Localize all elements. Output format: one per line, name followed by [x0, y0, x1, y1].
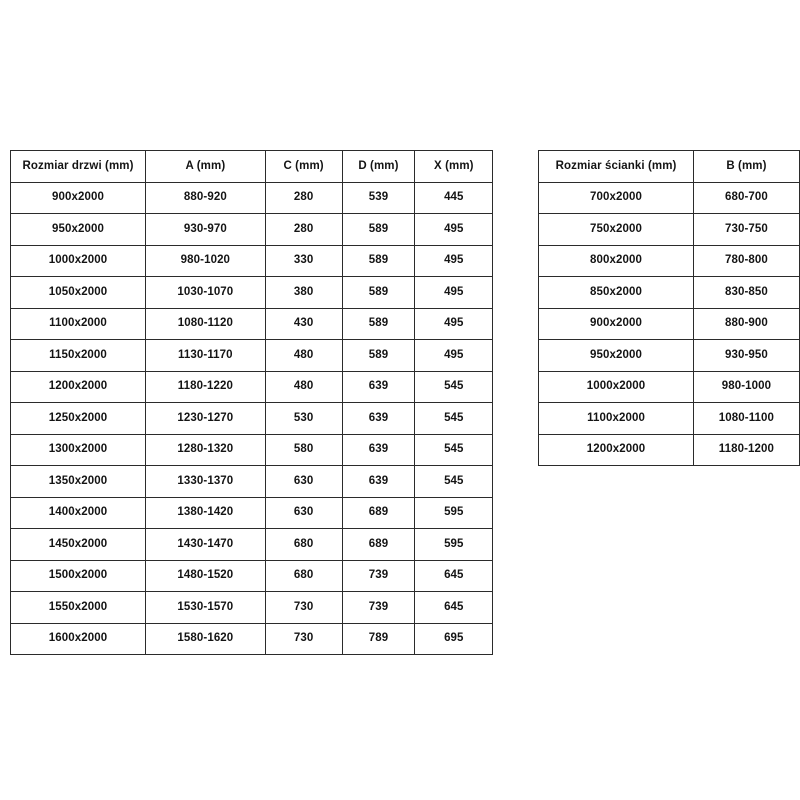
table-row	[539, 182, 800, 214]
table-row	[539, 434, 800, 466]
cell-a: 1580-1620	[146, 623, 266, 655]
cell-x: 495	[415, 245, 493, 277]
cell-c: 680	[265, 560, 342, 592]
column-header-b: B (mm)	[693, 151, 799, 183]
spec-tables-container	[0, 150, 800, 655]
cell-d: 739	[342, 592, 415, 624]
cell-x: 445	[415, 182, 493, 214]
cell-door-size: 1100x2000	[11, 308, 146, 340]
cell-door-size: 950x2000	[11, 214, 146, 246]
table-row	[11, 592, 493, 624]
cell-x: 645	[415, 560, 493, 592]
cell-door-size: 1550x2000	[11, 592, 146, 624]
cell-door-size: 1250x2000	[11, 403, 146, 435]
cell-x: 495	[415, 277, 493, 309]
table-header-row	[11, 151, 493, 183]
cell-door-size: 900x2000	[11, 182, 146, 214]
table-row	[11, 245, 493, 277]
table-header-row	[539, 151, 800, 183]
cell-x: 695	[415, 623, 493, 655]
cell-b: 1080-1100	[693, 403, 799, 435]
cell-d: 589	[342, 340, 415, 372]
cell-d: 589	[342, 214, 415, 246]
cell-c: 430	[265, 308, 342, 340]
column-header-a: A (mm)	[146, 151, 266, 183]
table-row	[539, 403, 800, 435]
cell-c: 280	[265, 214, 342, 246]
cell-c: 730	[265, 623, 342, 655]
cell-c: 580	[265, 434, 342, 466]
cell-d: 639	[342, 403, 415, 435]
cell-d: 789	[342, 623, 415, 655]
table-row	[11, 403, 493, 435]
table-row	[539, 277, 800, 309]
cell-x: 495	[415, 340, 493, 372]
table-row	[11, 371, 493, 403]
cell-door-size: 1600x2000	[11, 623, 146, 655]
cell-x: 545	[415, 466, 493, 498]
cell-a: 1380-1420	[146, 497, 266, 529]
cell-c: 630	[265, 466, 342, 498]
cell-door-size: 1050x2000	[11, 277, 146, 309]
column-header-c: C (mm)	[265, 151, 342, 183]
cell-x: 645	[415, 592, 493, 624]
cell-d: 589	[342, 245, 415, 277]
cell-a: 1030-1070	[146, 277, 266, 309]
cell-door-size: 1200x2000	[11, 371, 146, 403]
table-row	[11, 434, 493, 466]
cell-c: 380	[265, 277, 342, 309]
cell-a: 1080-1120	[146, 308, 266, 340]
cell-c: 730	[265, 592, 342, 624]
cell-door-size: 1000x2000	[11, 245, 146, 277]
cell-wall-size: 750x2000	[539, 214, 694, 246]
cell-d: 689	[342, 529, 415, 561]
cell-c: 330	[265, 245, 342, 277]
cell-wall-size: 1200x2000	[539, 434, 694, 466]
cell-x: 545	[415, 434, 493, 466]
cell-x: 545	[415, 371, 493, 403]
cell-c: 280	[265, 182, 342, 214]
cell-a: 1430-1470	[146, 529, 266, 561]
cell-door-size: 1450x2000	[11, 529, 146, 561]
cell-b: 780-800	[693, 245, 799, 277]
cell-wall-size: 800x2000	[539, 245, 694, 277]
cell-d: 589	[342, 277, 415, 309]
cell-d: 689	[342, 497, 415, 529]
cell-door-size: 1300x2000	[11, 434, 146, 466]
cell-wall-size: 1100x2000	[539, 403, 694, 435]
table-row	[11, 466, 493, 498]
cell-a: 1180-1220	[146, 371, 266, 403]
cell-b: 980-1000	[693, 371, 799, 403]
cell-c: 480	[265, 340, 342, 372]
cell-b: 880-900	[693, 308, 799, 340]
cell-c: 480	[265, 371, 342, 403]
table-row	[11, 308, 493, 340]
cell-a: 930-970	[146, 214, 266, 246]
column-header-door-size: Rozmiar drzwi (mm)	[11, 151, 146, 183]
cell-wall-size: 850x2000	[539, 277, 694, 309]
cell-b: 930-950	[693, 340, 799, 372]
cell-b: 680-700	[693, 182, 799, 214]
cell-b: 730-750	[693, 214, 799, 246]
table-row	[539, 214, 800, 246]
cell-wall-size: 700x2000	[539, 182, 694, 214]
cell-a: 1280-1320	[146, 434, 266, 466]
table-row	[539, 371, 800, 403]
cell-c: 530	[265, 403, 342, 435]
column-header-d: D (mm)	[342, 151, 415, 183]
table-row	[11, 340, 493, 372]
cell-door-size: 1400x2000	[11, 497, 146, 529]
cell-door-size: 1500x2000	[11, 560, 146, 592]
cell-d: 589	[342, 308, 415, 340]
cell-x: 545	[415, 403, 493, 435]
table-row	[539, 340, 800, 372]
table-row	[11, 277, 493, 309]
cell-a: 980-1020	[146, 245, 266, 277]
cell-x: 495	[415, 308, 493, 340]
cell-a: 1480-1520	[146, 560, 266, 592]
cell-door-size: 1150x2000	[11, 340, 146, 372]
cell-a: 1130-1170	[146, 340, 266, 372]
cell-d: 639	[342, 466, 415, 498]
cell-d: 739	[342, 560, 415, 592]
table-row	[11, 623, 493, 655]
column-header-x: X (mm)	[415, 151, 493, 183]
table-row	[11, 529, 493, 561]
column-header-wall-size: Rozmiar ścianki (mm)	[539, 151, 694, 183]
cell-d: 539	[342, 182, 415, 214]
cell-a: 1330-1370	[146, 466, 266, 498]
wall-size-table	[538, 150, 800, 466]
cell-b: 1180-1200	[693, 434, 799, 466]
cell-x: 495	[415, 214, 493, 246]
table-row	[11, 182, 493, 214]
cell-a: 880-920	[146, 182, 266, 214]
table-row	[539, 245, 800, 277]
cell-wall-size: 950x2000	[539, 340, 694, 372]
door-size-table	[10, 150, 493, 655]
cell-a: 1530-1570	[146, 592, 266, 624]
cell-door-size: 1350x2000	[11, 466, 146, 498]
cell-wall-size: 1000x2000	[539, 371, 694, 403]
table-row	[539, 308, 800, 340]
cell-x: 595	[415, 497, 493, 529]
cell-c: 680	[265, 529, 342, 561]
cell-a: 1230-1270	[146, 403, 266, 435]
table-row	[11, 560, 493, 592]
cell-c: 630	[265, 497, 342, 529]
cell-d: 639	[342, 371, 415, 403]
table-row	[11, 497, 493, 529]
cell-wall-size: 900x2000	[539, 308, 694, 340]
table-row	[11, 214, 493, 246]
cell-d: 639	[342, 434, 415, 466]
cell-b: 830-850	[693, 277, 799, 309]
cell-x: 595	[415, 529, 493, 561]
